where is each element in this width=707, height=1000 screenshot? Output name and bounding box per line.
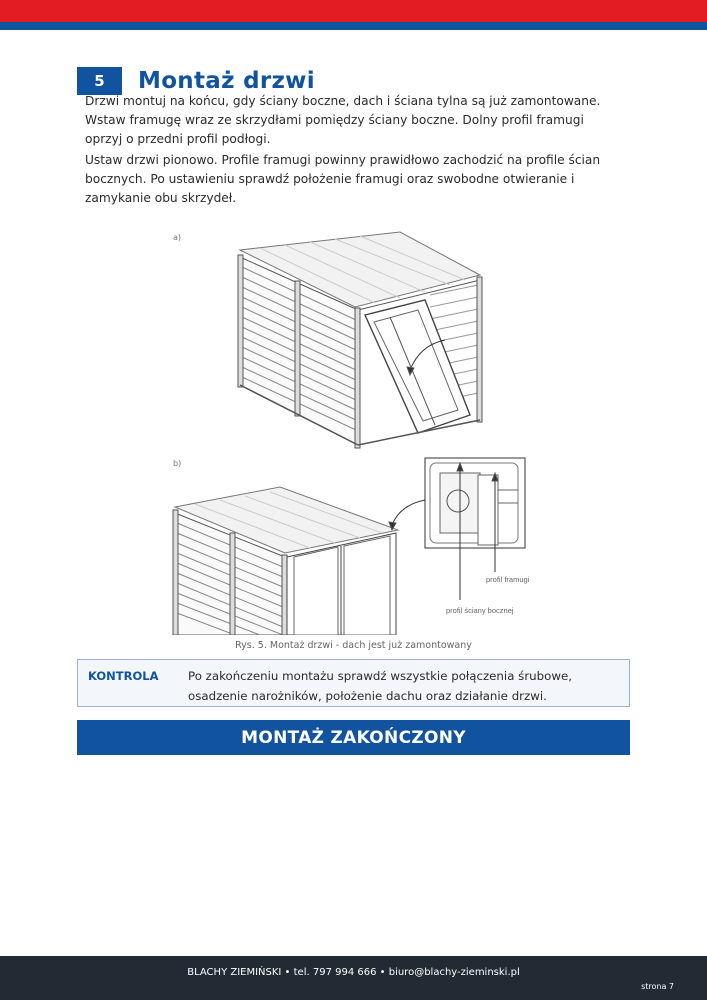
control-text: Po zakończeniu montażu sprawdź wszystkie połączenia śrubowe, osadzenie narożników, położenie dachu oraz działanie drzwi. bbox=[188, 669, 573, 703]
section-number-badge: 5 bbox=[77, 67, 122, 95]
footer-contact: BLACHY ZIEMIŃSKI • tel. 797 994 666 • biuro@blachy-zieminski.pl bbox=[187, 967, 520, 978]
control-box bbox=[77, 659, 630, 707]
shed-drawing bbox=[160, 205, 540, 635]
callout-frame-label: profil framugi bbox=[486, 575, 530, 584]
assembly-figure bbox=[160, 205, 540, 635]
figure-label-a: a) bbox=[173, 233, 182, 242]
instruction-paragraph-1: Drzwi montuj na końcu, gdy ściany boczne, dach i ściana tylna są już zamontowane. Wstaw framugę wraz ze skrzydłami pomiędzy ściany boczne. Dolny profil framugi oprzyj o przedni profil podłogi. bbox=[85, 94, 601, 146]
figure-label-b: b) bbox=[173, 459, 182, 468]
instruction-paragraph-2: Ustaw drzwi pionowo. Profile framugi powinny prawidłowo zachodzić na profile ścian bocznych. Po ustawieniu sprawdź położenie framugi oraz swobodne otwieranie i zamykanie obu skrzydeł. bbox=[85, 153, 601, 205]
completion-banner: MONTAŻ ZAKOŃCZONY bbox=[77, 720, 630, 755]
page-number: strona 7 bbox=[641, 982, 674, 991]
figure-caption: Rys. 5. Montaż drzwi - dach jest już zamontowany bbox=[235, 640, 472, 651]
section-title: Montaż drzwi bbox=[138, 68, 315, 94]
header-blue-stripe bbox=[0, 22, 707, 30]
control-label: KONTROLA bbox=[88, 669, 159, 683]
header-red-stripe bbox=[0, 0, 707, 22]
callout-wall-label: profil ściany bocznej bbox=[446, 606, 514, 615]
page-footer bbox=[0, 956, 707, 1000]
